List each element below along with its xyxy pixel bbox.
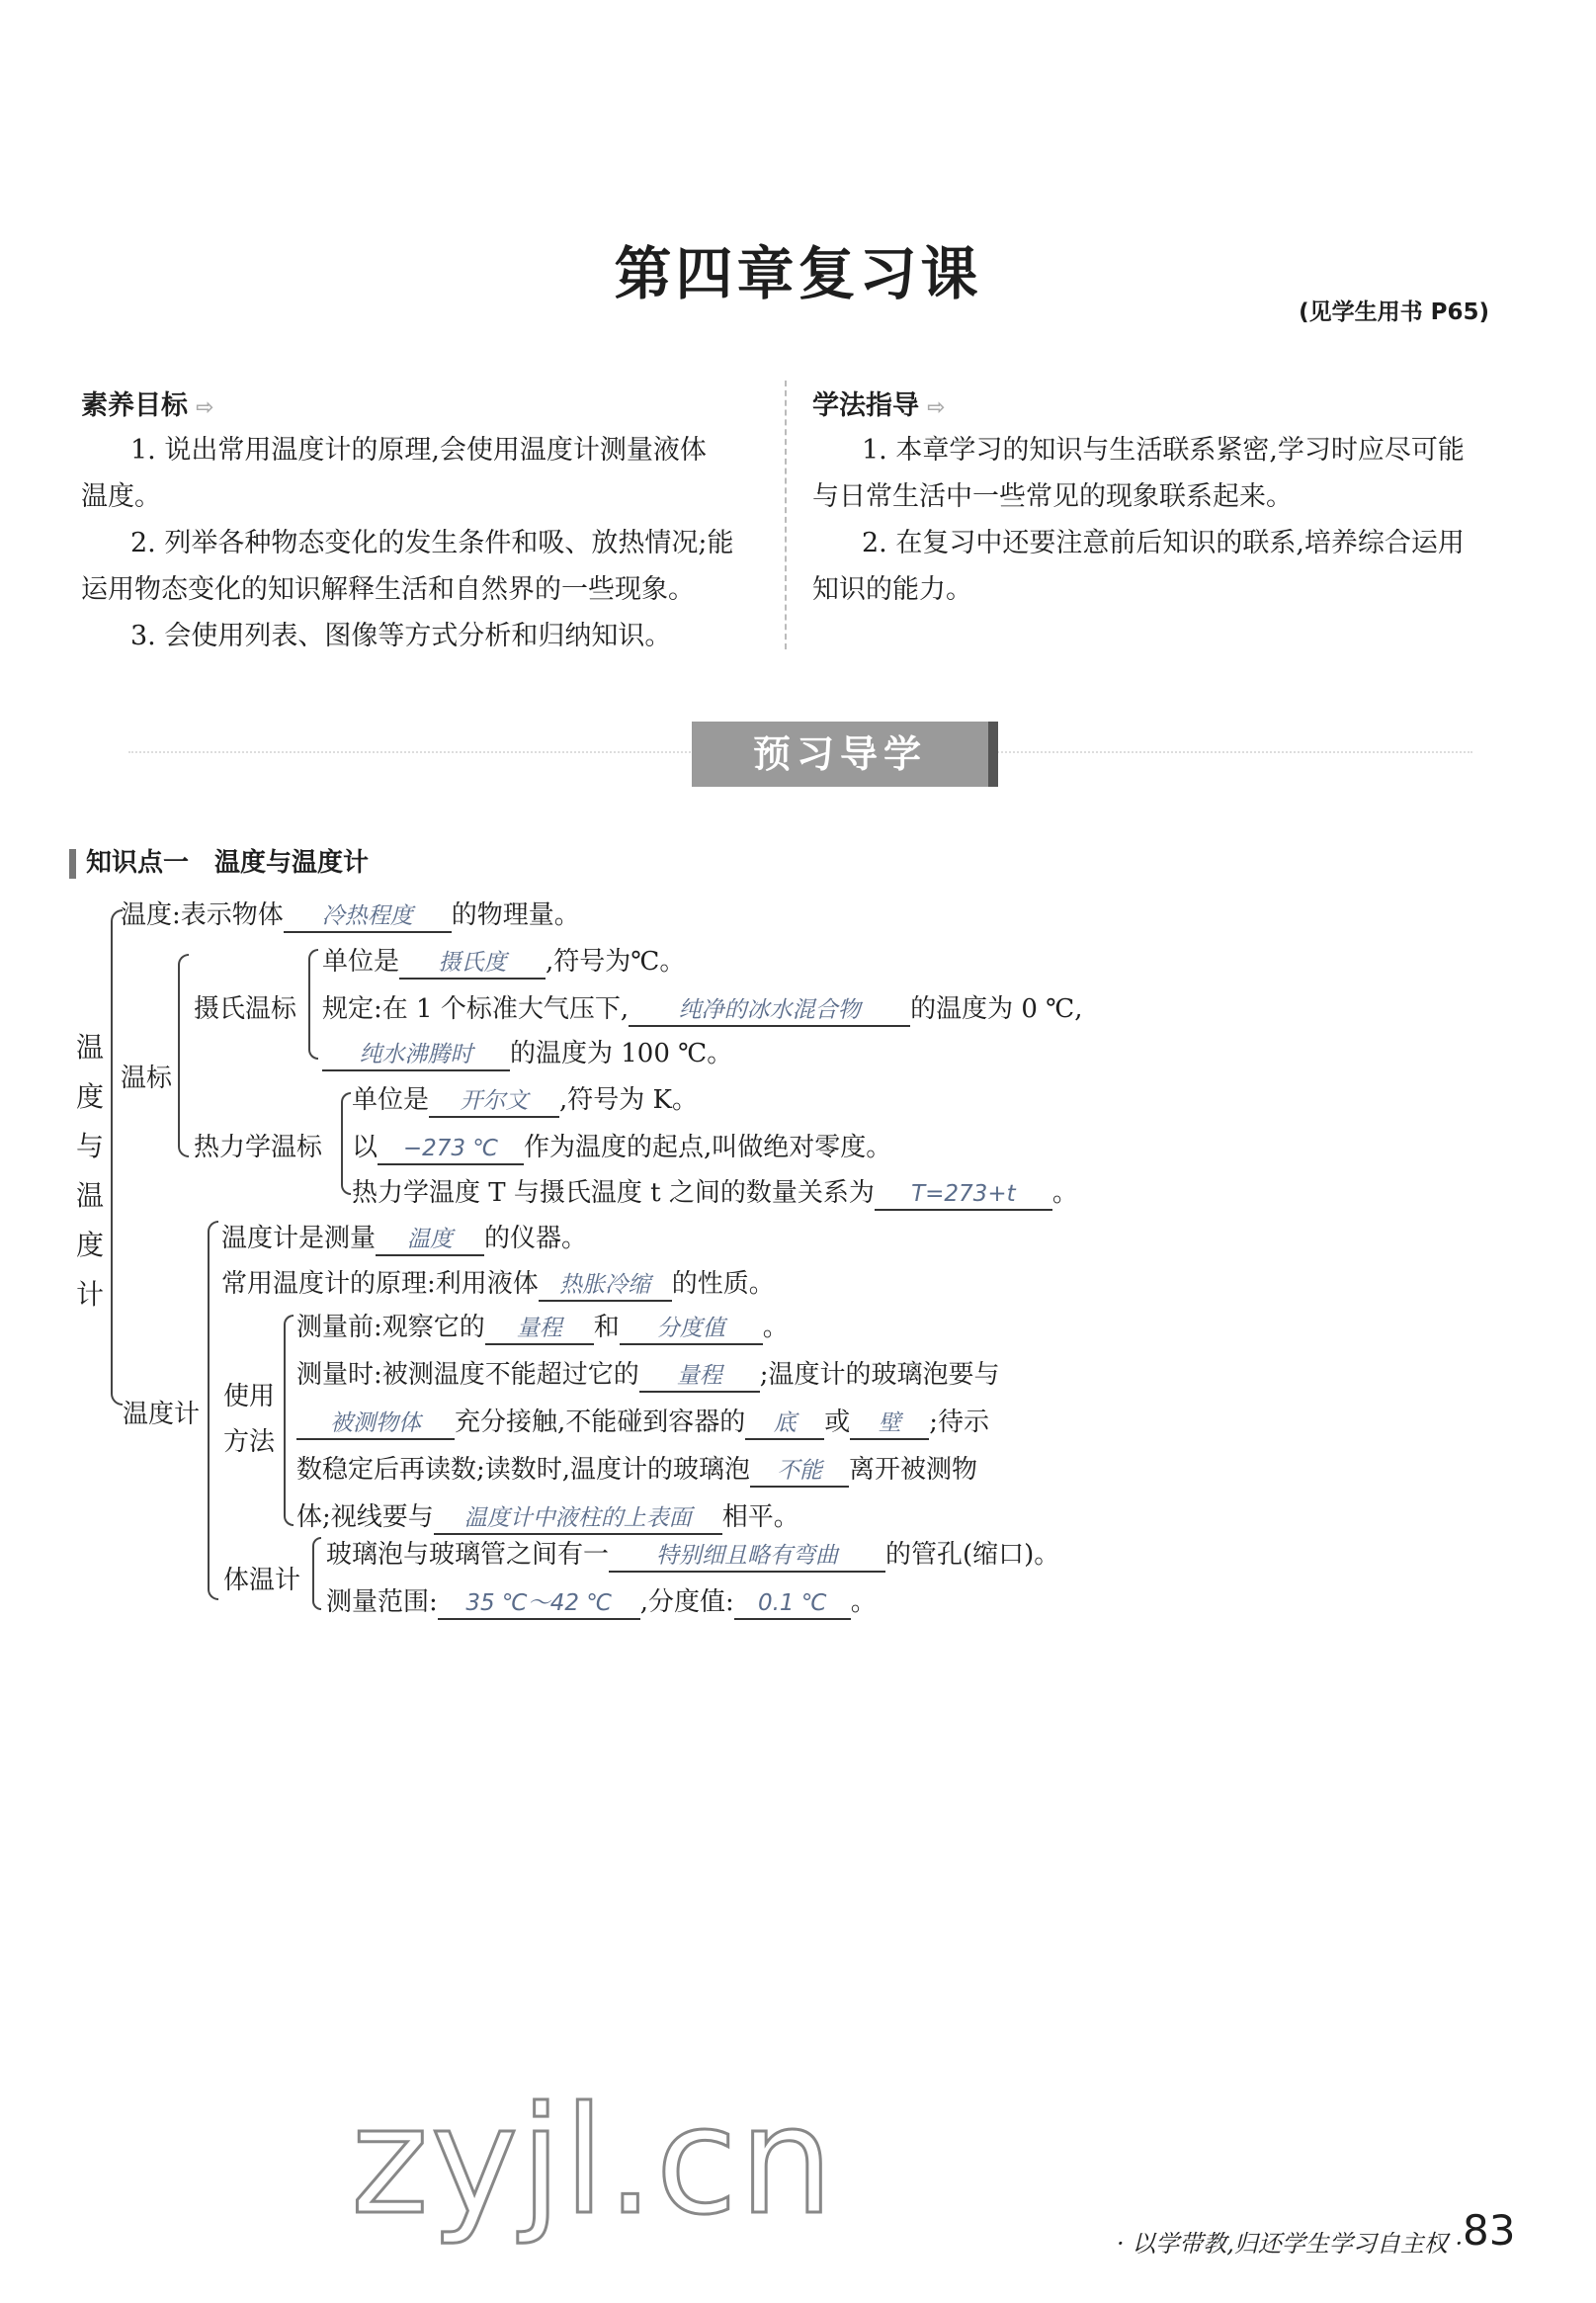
text: 的性质。 [671, 1269, 775, 1299]
answer-blank: 壁 [850, 1408, 929, 1440]
tree-during [296, 1354, 1000, 1393]
root-char: 计 [75, 1278, 104, 1311]
text: 充分接触,不能碰到容器的 [455, 1407, 746, 1437]
wenbiao-brace [178, 954, 189, 1157]
tiwenji-brace [312, 1537, 321, 1610]
left-box-line: 运用物态变化的知识解释生活和自然界的一些现象。 [81, 574, 695, 605]
text: 测量时:被测温度不能超过它的 [296, 1360, 639, 1390]
tree-wenduji: 温度计 [123, 1400, 201, 1429]
banner-label: 预习导学 [692, 722, 998, 787]
tree-zero [352, 1127, 891, 1165]
text: 温度:表示物体 [121, 900, 284, 930]
answer-blank: 特别细且略有弯曲 [609, 1541, 885, 1573]
student-book-reference: (见学生用书 P65) [1299, 299, 1489, 325]
root-char: 温 [75, 1031, 104, 1064]
kp-marker [69, 849, 76, 879]
page-number: 83 [1463, 2206, 1516, 2255]
page-title: 第四章复习课 [614, 240, 982, 307]
text: 的物理量。 [451, 900, 580, 930]
root-char: 度 [75, 1229, 104, 1261]
answer-blank: 被测物体 [296, 1408, 455, 1440]
sheshi-brace [308, 949, 318, 1060]
right-box-body [812, 427, 1504, 613]
text: 。 [762, 1313, 789, 1342]
text: ,符号为 K。 [559, 1085, 698, 1115]
knowledge-point-title [69, 842, 369, 879]
relishi-brace [341, 1092, 351, 1195]
answer-blank: 温度计中液柱的上表面 [434, 1503, 722, 1535]
text: 常用温度计的原理:利用液体 [221, 1269, 539, 1299]
text: 温度计是测量 [221, 1224, 377, 1253]
root-char: 与 [75, 1130, 104, 1162]
right-box-line: 知识的能力。 [812, 574, 972, 605]
left-box-line: 2. 列举各种物态变化的发生条件和吸、放热情况;能 [130, 528, 734, 558]
right-box-line: 1. 本章学习的知识与生活联系紧密,学习时应尽可能 [862, 435, 1465, 466]
root-brace [111, 909, 123, 1406]
use-brace [284, 1315, 294, 1526]
answer-blank: 底 [745, 1408, 824, 1440]
tree-use-method [223, 1374, 275, 1465]
answer-blank: 热胀冷缩 [539, 1270, 672, 1302]
text: 玻璃泡与玻璃管之间有一 [326, 1540, 610, 1570]
text: 测量前:观察它的 [296, 1313, 485, 1342]
tree-relishi: 热力学温标 [194, 1133, 323, 1162]
tree-wenbiao: 温标 [121, 1064, 173, 1093]
answer-blank: 冷热程度 [284, 901, 452, 933]
answer-blank: 开尔文 [429, 1086, 559, 1118]
text: 离开被测物 [849, 1455, 978, 1485]
right-box-heading [812, 384, 945, 422]
wenduji-brace [208, 1221, 218, 1600]
tree-sheshi: 摄氏温标 [194, 994, 297, 1024]
answer-blank: −273 ℃ [378, 1134, 524, 1165]
tree-wendu [121, 895, 580, 933]
left-box-line: 3. 会使用列表、图像等方式分析和归纳知识。 [130, 621, 672, 651]
tree-rule [322, 988, 1083, 1027]
text: 或 [824, 1407, 851, 1437]
text: 数稳定后再读数;读数时,温度计的玻璃泡 [296, 1455, 751, 1485]
answer-blank: 纯净的冰水混合物 [629, 995, 910, 1027]
section-banner [128, 732, 1472, 776]
tree-principle [221, 1263, 775, 1302]
answer-blank: 35 ℃～42 ℃ [438, 1588, 640, 1620]
text: 以 [352, 1133, 378, 1162]
text: 的温度为 100 ℃。 [510, 1039, 733, 1068]
text: 单位是 [322, 947, 400, 977]
column-divider [785, 381, 787, 649]
tree-relation [352, 1172, 1078, 1211]
text: 的仪器。 [484, 1224, 588, 1253]
text: 单位是 [352, 1085, 430, 1115]
text: 和 [593, 1313, 620, 1342]
text: 作为温度的起点,叫做绝对零度。 [524, 1133, 892, 1162]
left-box-heading-text: 素养目标 [81, 390, 188, 421]
text: 热力学温度 T 与摄氏温度 t 之间的数量关系为 [352, 1178, 875, 1208]
text: 规定:在 1 个标准大气压下, [322, 994, 630, 1024]
root-char: 温 [75, 1179, 104, 1212]
answer-blank: 温度 [376, 1225, 484, 1256]
right-box-heading-text: 学法指导 [812, 390, 919, 421]
right-box-line: 2. 在复习中还要注意前后知识的联系,培养综合运用 [862, 528, 1465, 558]
left-box-body [81, 427, 773, 659]
text: 测量范围: [326, 1587, 438, 1617]
text: 方法 [223, 1427, 276, 1457]
answer-blank: 量程 [639, 1361, 760, 1393]
kp-title-text: 知识点一 温度与温度计 [86, 848, 370, 878]
arrow-icon: ⇨ [927, 395, 946, 420]
text: 的温度为 0 ℃, [910, 994, 1083, 1024]
text: ;温度计的玻璃泡要与 [759, 1360, 1000, 1390]
text: 使用 [223, 1382, 276, 1411]
answer-blank: 分度值 [620, 1314, 763, 1345]
tree-read [296, 1449, 977, 1488]
text: ,符号为℃。 [546, 947, 686, 977]
right-box-line: 与日常生活中一些常见的现象联系起来。 [812, 481, 1293, 512]
answer-blank: 0.1 ℃ [734, 1588, 851, 1620]
answer-blank: 摄氏度 [399, 948, 546, 980]
root-char: 度 [75, 1080, 104, 1113]
left-box-heading [81, 384, 213, 422]
answer-blank: T=273+t [875, 1179, 1052, 1211]
left-box-line: 1. 说出常用温度计的原理,会使用温度计测量液体 [130, 435, 707, 466]
left-box-line: 温度。 [81, 481, 161, 512]
tree-measure [221, 1218, 587, 1256]
tree-range [326, 1581, 877, 1620]
text: 。 [850, 1587, 877, 1617]
tree-rule2 [322, 1033, 732, 1071]
tree-tiwenji: 体温计 [223, 1566, 301, 1595]
text: 体;视线要与 [296, 1502, 434, 1532]
root-label [74, 1023, 106, 1320]
footer-motto: · 以学带教,归还学生学习自主权 · [1117, 2230, 1464, 2258]
tree-before [296, 1307, 789, 1345]
text: 。 [1051, 1178, 1078, 1208]
text: ,分度值: [639, 1587, 734, 1617]
tree-unit1 [322, 941, 685, 980]
tree-contact [296, 1402, 989, 1440]
answer-blank: 量程 [485, 1314, 594, 1345]
text: ;待示 [929, 1407, 990, 1437]
arrow-icon: ⇨ [196, 395, 214, 420]
tree-bulb [326, 1534, 1059, 1573]
watermark: zyjl.cn [351, 2076, 836, 2248]
tree-sight [296, 1496, 799, 1535]
answer-blank: 不能 [750, 1456, 849, 1488]
answer-blank: 纯水沸腾时 [322, 1040, 510, 1071]
text: 的管孔(缩口)。 [885, 1540, 1060, 1570]
text: 相平。 [721, 1502, 799, 1532]
tree-unit2 [352, 1079, 698, 1118]
